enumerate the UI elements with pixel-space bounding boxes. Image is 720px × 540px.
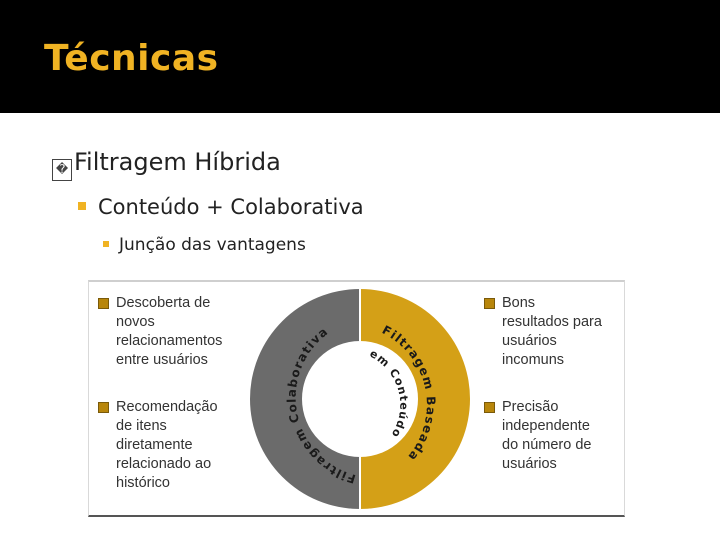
slide-title: Técnicas xyxy=(44,38,219,79)
left-item-2-line: de itens xyxy=(116,418,167,434)
right-item-1-line: usuários xyxy=(502,333,557,349)
left-item-2-line: histórico xyxy=(116,475,170,491)
left-item-1-line: novos xyxy=(116,314,155,330)
bullet-level1 xyxy=(52,148,281,181)
ring-right-label-inner: em Conteúdo xyxy=(367,346,411,441)
left-item-2-line: relacionado ao xyxy=(116,456,212,472)
right-item-1-line: incomuns xyxy=(502,352,565,368)
right-item-2-line: independente xyxy=(502,418,590,434)
left-item-2-line: Recomendação xyxy=(116,399,218,415)
hybrid-donut-ring xyxy=(250,287,470,511)
right-item-2 xyxy=(502,398,591,474)
checkbox-bullet-icon xyxy=(484,298,495,309)
square-bullet-icon xyxy=(78,202,86,210)
left-item-1 xyxy=(116,294,222,370)
left-item-1-line: entre usuários xyxy=(116,352,208,368)
square-bullet-icon xyxy=(103,241,109,247)
ring-right-content xyxy=(360,289,470,509)
left-item-1-line: relacionamentos xyxy=(116,333,223,349)
ring-left-label: Filtragem Colaborativa xyxy=(284,323,358,487)
bullet-level3-text: Junção das vantagens xyxy=(119,235,306,255)
right-item-1 xyxy=(502,294,602,370)
right-item-1-line: resultados para xyxy=(502,314,602,330)
left-item-2-line: diretamente xyxy=(116,437,193,453)
bullet-level1-text: Filtragem Híbrida xyxy=(74,148,281,176)
right-item-2-line: Precisão xyxy=(502,399,559,415)
left-item-1-line: Descoberta de xyxy=(116,295,211,311)
checkbox-bullet-icon xyxy=(484,402,495,413)
bullet-level3 xyxy=(103,235,306,255)
ring-right-label-outer: Filtragem Baseada xyxy=(379,322,438,465)
bullet-level2-text: Conteúdo + Colaborativa xyxy=(98,195,364,219)
bullet-level2 xyxy=(78,195,364,219)
right-item-2-line: usuários xyxy=(502,456,557,472)
left-item-2 xyxy=(116,398,218,493)
checkbox-bullet-icon xyxy=(98,402,109,413)
checkbox-bullet-icon xyxy=(98,298,109,309)
right-item-2-line: do número de xyxy=(502,437,592,453)
right-item-1-line: Bons xyxy=(502,295,536,311)
missing-glyph-icon: � xyxy=(52,159,72,181)
title-bar xyxy=(0,0,720,113)
